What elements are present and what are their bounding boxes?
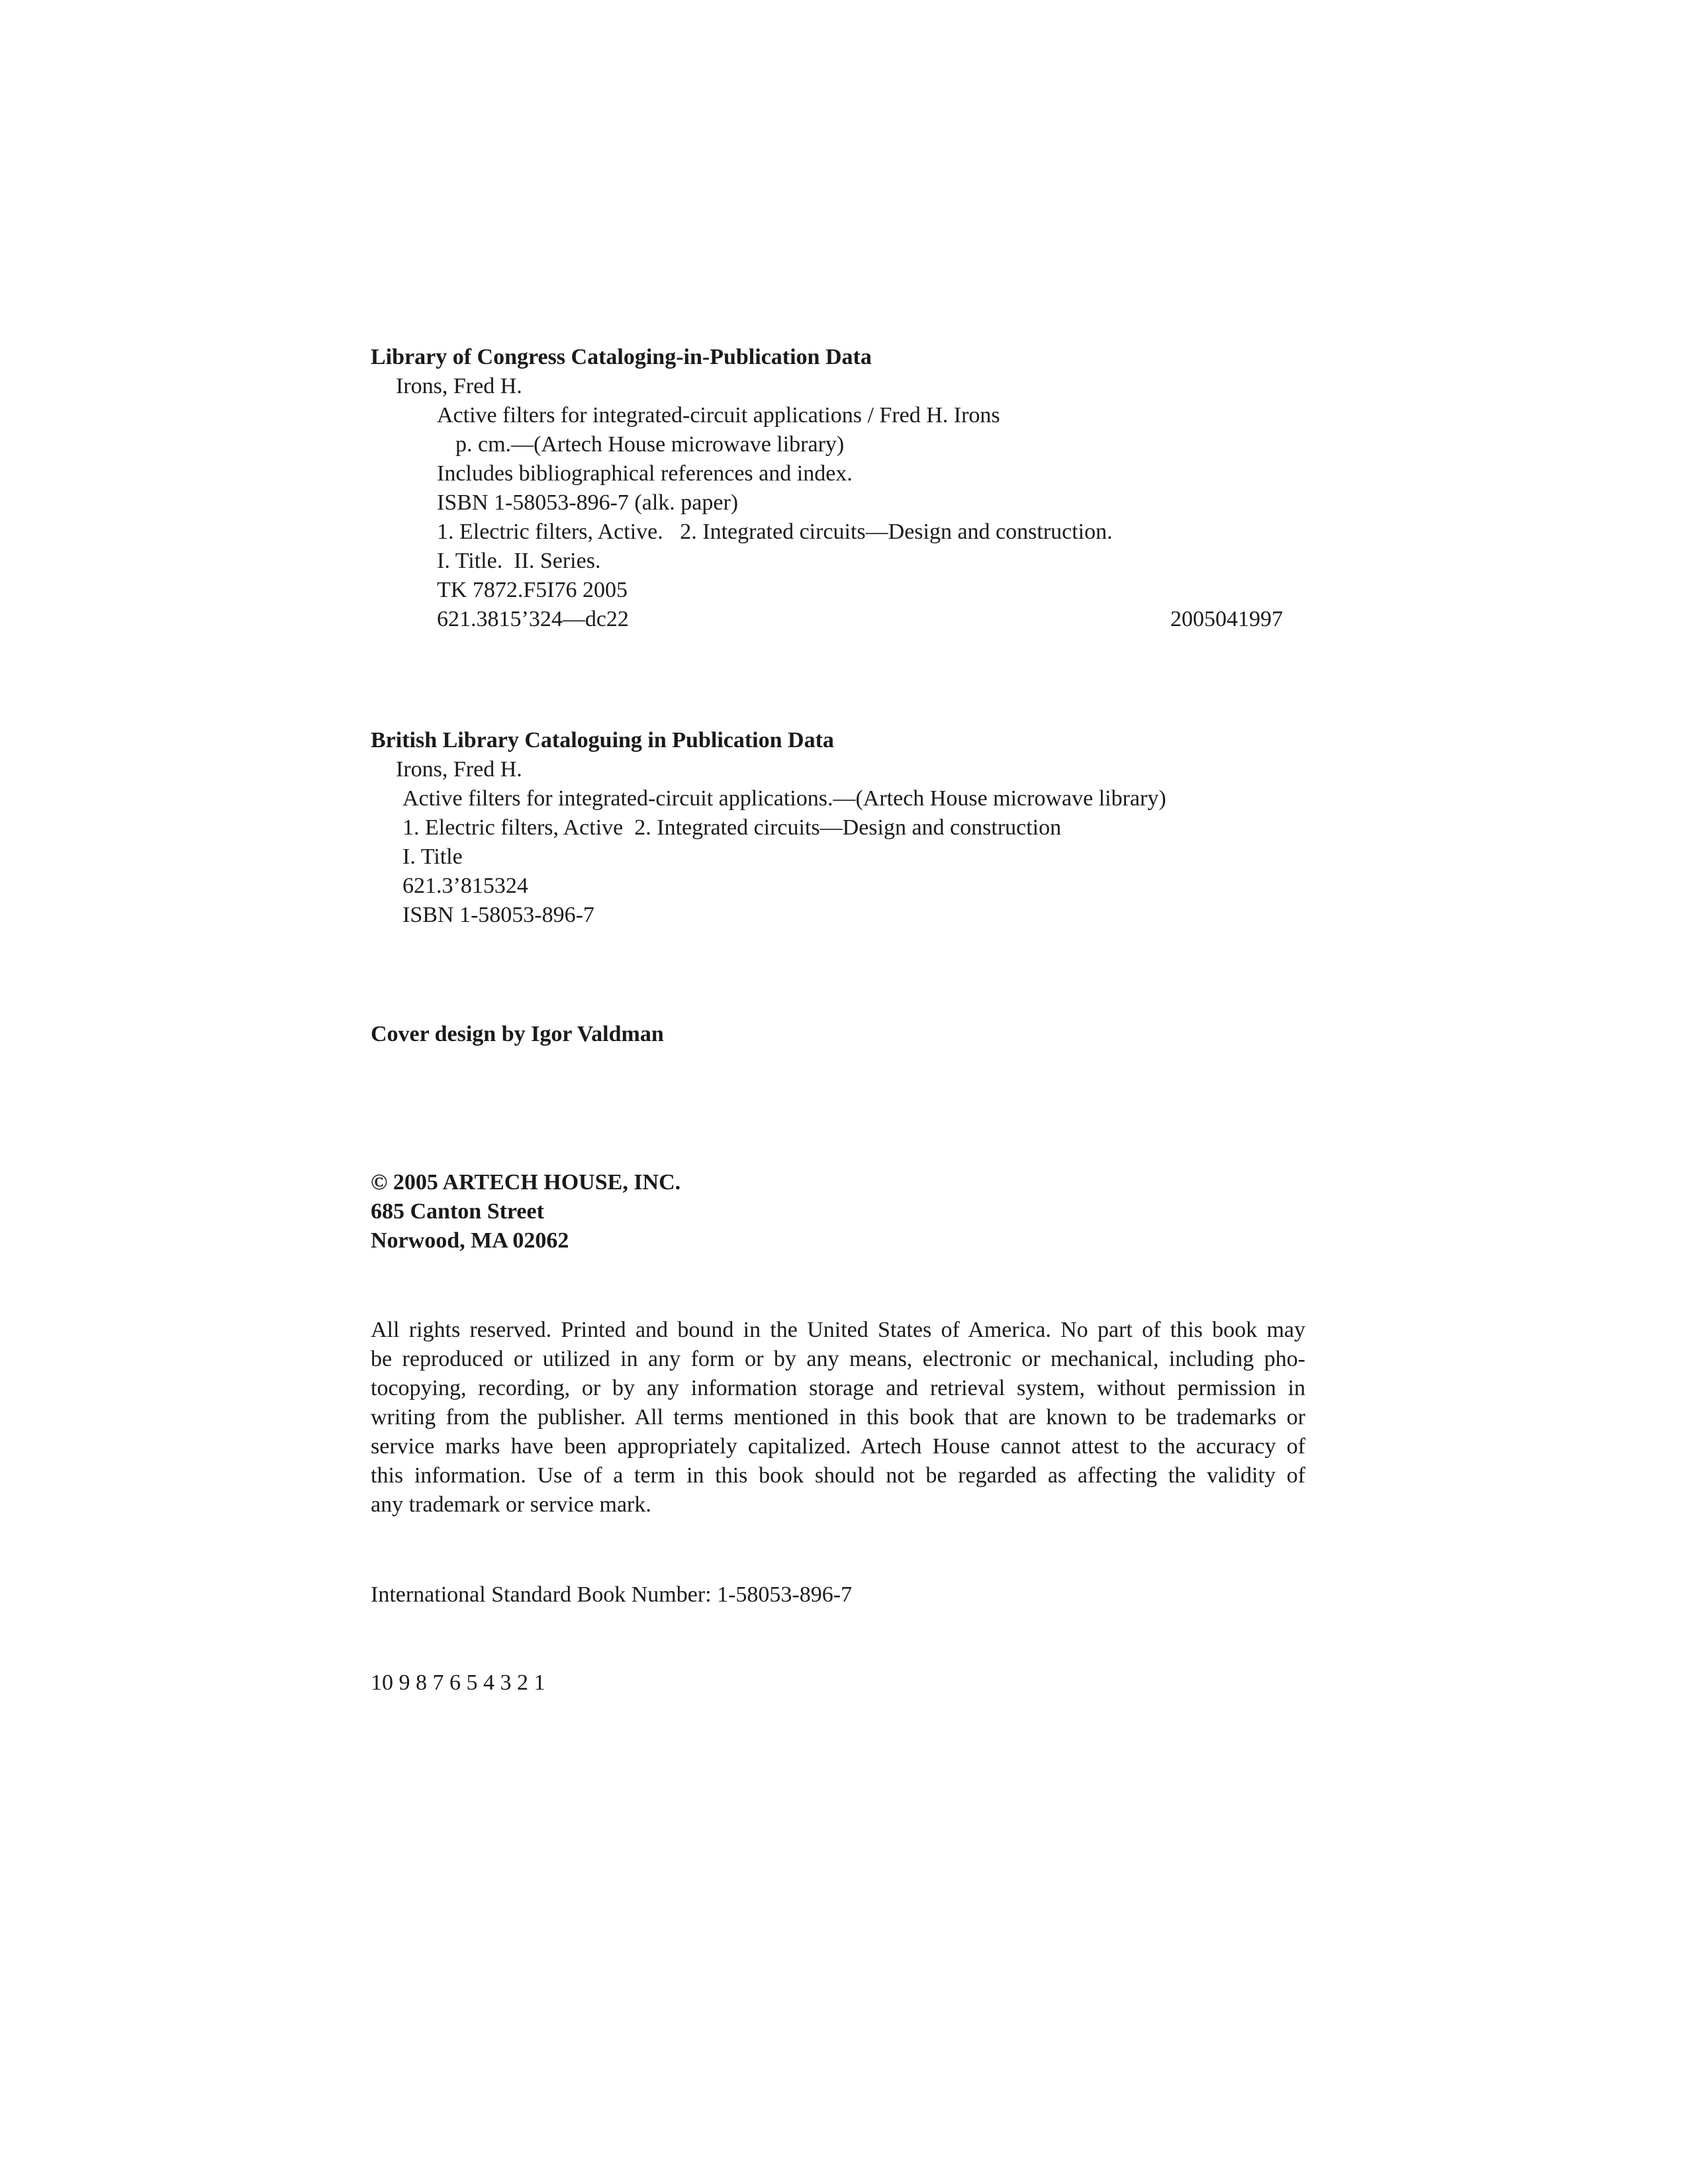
isbn-statement-block: [371, 1580, 1311, 1610]
rights-line: service marks have been appropriately capitalized. Artech House cannot attest to the accuracy of: [371, 1434, 1305, 1459]
british-author: Irons, Fred H.: [396, 757, 522, 782]
british-isbn: ISBN 1-58053-896-7: [402, 903, 594, 927]
printing-line-block: [371, 1668, 1311, 1698]
loc-subjects-line: 1. Electric filters, Active. 2. Integrated circuits—Design and construction.: [437, 520, 1113, 544]
british-heading: British Library Cataloguing in Publication Data: [371, 728, 834, 752]
rights-line: this information. Use of a term in this book should not be regarded as affecting the validity of: [371, 1463, 1305, 1488]
british-title-entry: I. Title: [402, 844, 463, 869]
loc-dewey: 621.3815’324—dc22: [437, 607, 629, 631]
rights-line: any trademark or service mark.: [371, 1492, 651, 1517]
cover-credit-block: [371, 1020, 1311, 1049]
british-subjects-line: 1. Electric filters, Active 2. Integrated circuits—Design and construction: [402, 815, 1062, 840]
loc-call-number: TK 7872.F5I76 2005: [437, 578, 628, 602]
rights-line: be reproduced or utilized in any form or by any means, electronic or mechanical, including pho-: [371, 1347, 1305, 1371]
copyright-line: © 2005 ARTECH HOUSE, INC.: [371, 1170, 681, 1195]
loc-author: Irons, Fred H.: [396, 374, 522, 398]
publisher-block: [371, 1168, 1311, 1255]
cover-credit: Cover design by Igor Valdman: [371, 1022, 664, 1046]
publisher-street: 685 Canton Street: [371, 1199, 544, 1224]
rights-line: writing from the publisher. All terms mentioned in this book that are known to be trademarks or: [371, 1405, 1305, 1430]
rights-line: All rights reserved. Printed and bound in the United States of America. No part of this book may: [371, 1318, 1305, 1342]
loc-title-line: Active filters for integrated-circuit applications / Fred H. Irons: [437, 403, 1000, 428]
british-dewey: 621.3’815324: [402, 874, 528, 898]
loc-lccn: 2005041997: [1170, 607, 1283, 631]
loc-heading: Library of Congress Cataloging-in-Publication Data: [371, 345, 872, 369]
isbn-statement: International Standard Book Number: 1-58053-896-7: [371, 1582, 853, 1607]
loc-title-series-line: I. Title. II. Series.: [437, 549, 601, 573]
loc-isbn-line: ISBN 1-58053-896-7 (alk. paper): [437, 490, 739, 515]
loc-series-line: p. cm.—(Artech House microwave library): [455, 432, 845, 457]
loc-classification-row: [371, 605, 1311, 634]
publisher-city: Norwood, MA 02062: [371, 1228, 569, 1253]
rights-line: tocopying, recording, or by any information storage and retrieval system, without permission in: [371, 1376, 1305, 1400]
loc-cip-block: [371, 343, 1311, 634]
british-cip-block: [371, 726, 1311, 930]
british-title-line: Active filters for integrated-circuit applications.—(Artech House microwave library): [402, 786, 1166, 811]
rights-paragraph: [371, 1316, 1305, 1520]
loc-includes-line: Includes bibliographical references and index.: [437, 461, 853, 486]
printing-line: 10 9 8 7 6 5 4 3 2 1: [371, 1670, 545, 1695]
